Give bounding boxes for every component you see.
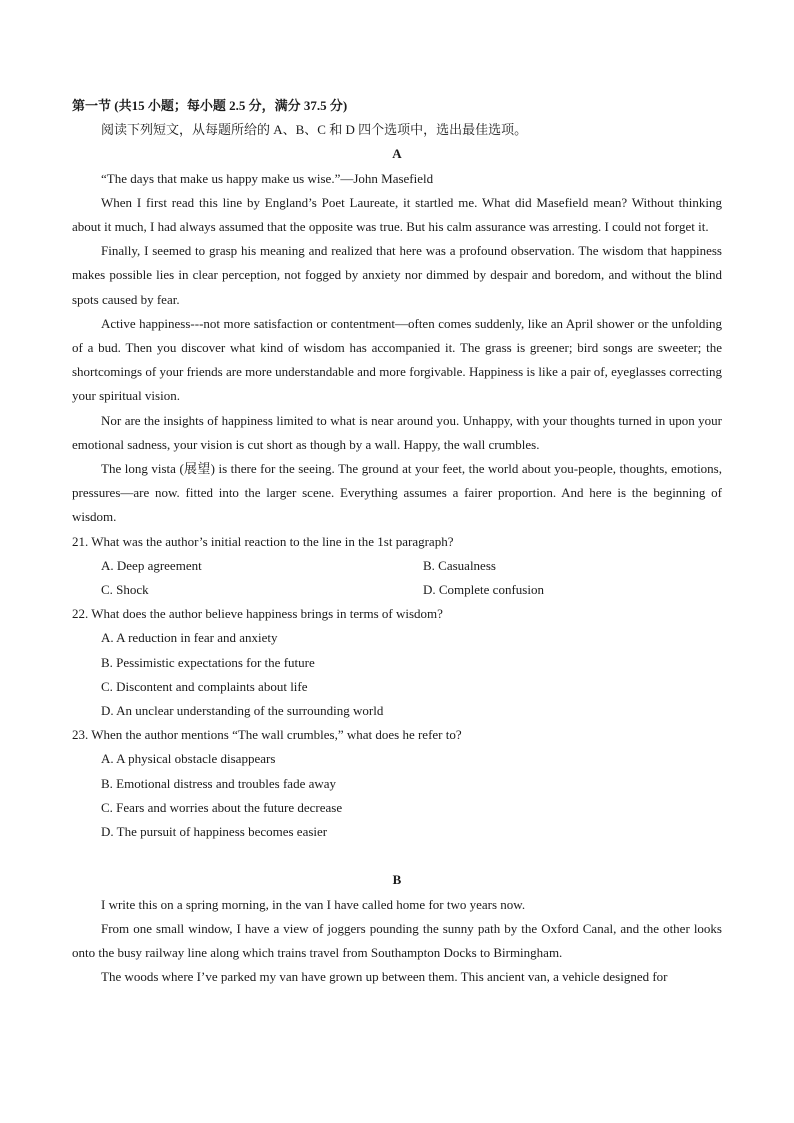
option-a[interactable]: A. Deep agreement [101,557,202,573]
option-b[interactable]: B. Casualness [423,557,496,573]
passage-b-paragraph: I write this on a spring morning, in the van I have called home for two years now. [101,896,526,912]
passage-a-quote: “The days that make us happy make us wise.”—John Masefield [101,170,434,186]
option-d[interactable]: D. Complete confusion [423,582,544,598]
option-c[interactable]: C. Discontent and complaints about life [101,678,308,694]
instruction: 阅读下列短文，从每题所给的 A、B、C 和 D 四个选项中，选出最佳选项。 [101,122,528,138]
question-stem: 22. What does the author believe happiness brings in terms of wisdom? [72,606,443,622]
option-a[interactable]: A. A reduction in fear and anxiety [101,630,278,646]
question-options [72,747,722,844]
option-c[interactable]: C. Fears and worries about the future decrease [101,799,343,815]
question-23 [72,723,722,844]
option-d[interactable]: D. The pursuit of happiness becomes easier [101,824,328,840]
passage-a-paragraph: Active happiness---not more satisfaction or contentment—often comes suddenly, like an April shower or the unfolding of a bud. Then you discover what kind of wisdom has accompanied it. The grass is greener; bird songs are sweeter; the shortcomings of your friends are more understandable and more forgivable. Happiness is like a pair of, eyeglasses correcting your spiritual vision. [72,315,722,404]
passage-a-paragraph: The long vista (展望) is there for the seeing. The ground at your feet, the world about you-people, thoughts, emotions, pressures—are now. fitted into the larger scene. Everything assumes a fairer proportion. And here is the beginning of wisdom. [72,461,722,525]
passage-a-paragraph: When I first read this line by England’s Poet Laureate, it startled me. What did Masefield mean? Without thinking about it much, I had always assumed that the opposite was true. But his calm assurance was arresting. I could not forget it. [72,194,722,235]
passage-a-paragraph: Nor are the insights of happiness limited to what is near around you. Unhappy, with your thoughts turned in upon your emotional sadness, your vision is cut short as though by a wall. Happy, the wall crumbles. [72,412,722,452]
option-c[interactable]: C. Shock [101,582,149,598]
exam-page [72,94,722,989]
question-options [72,554,722,602]
passage-b-paragraph: From one small window, I have a view of joggers pounding the sunny path by the Oxford Canal, and the other looks onto the busy railway line along which trains travel from Southampton Docks to Birmingham. [72,920,722,960]
spacer [72,844,722,868]
section-header: 第一节 (共15 小题；每小题 2.5 分，满分 37.5 分) [72,98,348,113]
passage-a-paragraph: Finally, I seemed to grasp his meaning and realized that here was a profound observation. The wisdom that happiness makes possible lies in clear perception, not fogged by anxiety nor dimmed by despair and boredom, and without the blind spots caused by fear. [72,243,722,307]
option-b[interactable]: B. Pessimistic expectations for the future [101,654,315,670]
question-stem: 23. When the author mentions “The wall crumbles,” what does he refer to? [72,727,462,743]
passage-a-letter: A [392,146,402,162]
option-a[interactable]: A. A physical obstacle disappears [101,751,276,767]
question-options [72,626,722,723]
question-22 [72,602,722,723]
option-b[interactable]: B. Emotional distress and troubles fade away [101,775,337,791]
passage-b-letter: B [392,872,402,888]
passage-b-paragraph: The woods where I’ve parked my van have grown up between them. This ancient van, a vehicle designed for [101,969,668,985]
option-d[interactable]: D. An unclear understanding of the surrounding world [101,703,384,719]
question-stem: 21. What was the author’s initial reaction to the line in the 1st paragraph? [72,533,454,549]
question-21 [72,530,722,603]
